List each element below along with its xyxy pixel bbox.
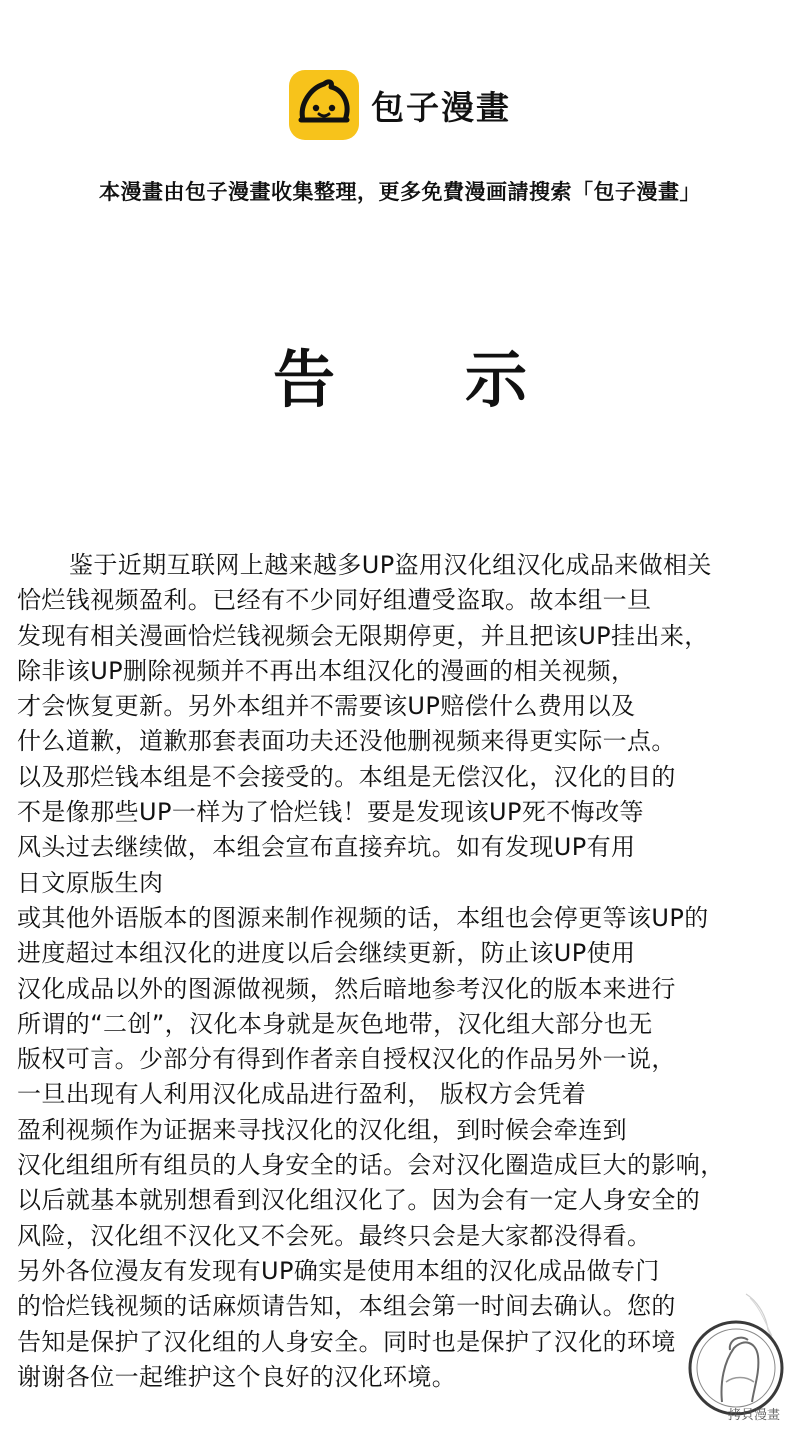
body-line: 发现有相关漫画恰烂钱视频会无限期停更，并且把该UP挂出来，	[17, 621, 709, 650]
body-line: 风头过去继续做，本组会宣布直接弃坑。如有发现UP有用	[17, 833, 636, 862]
notice-body	[17, 548, 797, 1395]
body-line: 所谓的“二创”，汉化本身就是灰色地带，汉化组大部分也无	[17, 1009, 653, 1038]
body-line: 汉化组组所有组员的人身安全的话。会对汉化圈造成巨大的影响，	[17, 1151, 725, 1180]
brand-name: 包子漫畫	[371, 87, 511, 127]
body-line: 恰烂钱视频盈利。已经有不少同好组遭受盗取。故本组一旦	[17, 586, 652, 615]
source-note: 本漫畫由包子漫畫收集整理，更多免費漫画請搜索「包子漫畫」	[99, 180, 701, 204]
body-line: 的恰烂钱视频的话麻烦请告知，本组会第一时间去确认。您的	[17, 1292, 676, 1321]
watermark-text: 拷貝漫畫	[728, 1408, 781, 1423]
body-line: 版权可言。少部分有得到作者亲自授权汉化的作品另外一说，	[17, 1045, 676, 1074]
body-line: 鉴于近期互联网上越来越多UP盗用汉化组汉化成品来做相关	[69, 551, 712, 579]
body-line: 以及那烂钱本组是不会接受的。本组是无偿汉化，汉化的目的	[17, 762, 676, 791]
scanlation-seal-icon	[686, 1290, 792, 1416]
steamed-bun-icon	[289, 70, 359, 140]
body-line: 盈利视频作为证据来寻找汉化的汉化组，到时候会牵连到	[17, 1115, 627, 1144]
body-line: 什么道歉，道歉那套表面功夫还没他删视频来得更实际一点。	[17, 727, 676, 756]
body-line: 进度超过本组汉化的进度以后会继续更新，防止该UP使用	[17, 939, 636, 968]
body-line: 另外各位漫友有发现有UP确实是使用本组的汉化成品做专门	[17, 1256, 660, 1285]
body-line: 或其他外语版本的图源来制作视频的话，本组也会停更等该UP的	[17, 903, 709, 932]
body-line: 告知是保护了汉化组的人身安全。同时也是保护了汉化的环境	[17, 1327, 676, 1356]
body-line: 才会恢复更新。另外本组并不需要该UP赔偿什么费用以及	[17, 692, 636, 721]
body-line: 风险，汉化组不汉化又不会死。最终只会是大家都没得看。	[17, 1221, 652, 1250]
body-line: 除非该UP删除视频并不再出本组汉化的漫画的相关视频，	[17, 656, 636, 685]
body-line: 谢谢各位一起维护这个良好的汉化环境。	[17, 1362, 457, 1391]
body-line: 一旦出现有人利用汉化成品进行盈利， 版权方会凭着	[17, 1080, 587, 1109]
brand-header	[0, 70, 800, 140]
body-line: 日文原版生肉	[17, 868, 164, 897]
notice-title: 告示	[272, 343, 657, 416]
body-line: 不是像那些UP一样为了恰烂钱！要是发现该UP死不悔改等	[17, 798, 644, 827]
body-line: 汉化成品以外的图源做视频，然后暗地参考汉化的版本来进行	[17, 974, 676, 1003]
body-line: 以后就基本就别想看到汉化组汉化了。因为会有一定人身安全的	[17, 1186, 701, 1215]
